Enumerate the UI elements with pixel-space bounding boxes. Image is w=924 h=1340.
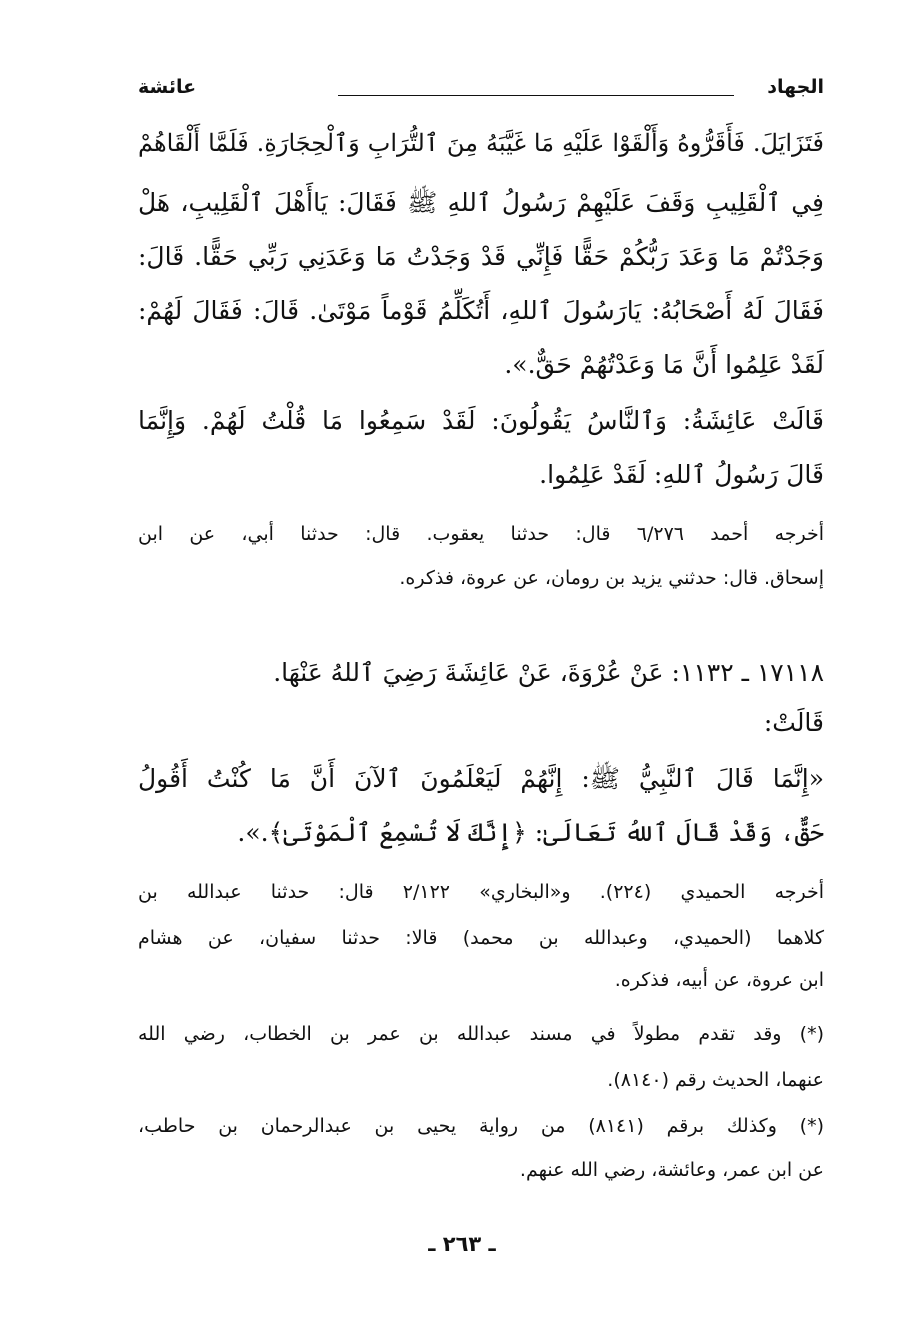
- hadith-line: وَجَدْتُمْ مَا وَعَدَ رَبُّكُمْ حَقًّا فَإِنِّي قَدْ وَجَدْتُ مَا وَعَدَنِي رَبِّي حَقًّا. قَالَ:: [138, 242, 824, 271]
- takhrij-line: كلاهما (الحميدي، وعبدالله بن محمد) قالا: حدثنا سفيان، عن هشام: [138, 927, 824, 949]
- note-line: عن ابن عمر، وعائشة، رضي الله عنهم.: [519, 1159, 824, 1181]
- hadith-line: قَالَتْ عَائِشَةُ: وَٱلنَّاسُ يَقُولُونَ: لَقَدْ سَمِعُوا مَا قُلْتُ لَهُمْ. وَإِنَّمَا: [138, 406, 824, 435]
- hadith-line: «إِنَّمَا قَالَ ٱلنَّبِيُّ ﷺ: إِنَّهُمْ لَيَعْلَمُونَ ٱلآنَ أَنَّ مَا كُنْتُ أَقُولُ: [138, 764, 824, 793]
- takhrij-line: أخرجه أحمد ٦/٢٧٦ قال: حدثنا يعقوب. قال: حدثنا أبي، عن ابن: [138, 523, 825, 545]
- hadith-line: لَقَدْ عَلِمُوا أَنَّ مَا وَعَدْتُهُمْ حَقٌّ.».: [504, 350, 824, 379]
- hadith-line: فَقَالَ لَهُ أَصْحَابُهُ: يَارَسُولَ ٱللهِ، أَتُكَلِّمُ قَوْماً مَوْتَىٰ. قَالَ: فَقَالَ لَهُمْ:: [138, 296, 824, 325]
- note-line: (*) وكذلك برقم (٨١٤١) من رواية يحيى بن عبدالرحمان بن حاطب،: [138, 1115, 824, 1137]
- header-narrator-title: عائشة: [138, 76, 197, 98]
- header-rule: [338, 95, 734, 96]
- page-number: ـ ٢٦٣ ـ: [428, 1232, 496, 1256]
- running-header: [138, 76, 824, 104]
- header-chapter-title: الجهاد: [767, 76, 824, 98]
- note-line: (*) وقد تقدم مطولاً في مسند عبدالله بن عمر بن الخطاب، رضي الله: [138, 1023, 824, 1045]
- hadith-line: حَقٌّ، وَقَدْ قَالَ ٱللهُ تَعَالَىٰ: ﴿إِنَّكَ لَا تُسْمِعُ ٱلْمَوْتَىٰ﴾.».: [237, 818, 824, 847]
- hadith-number-line: ١٧١١٨ ـ ١١٣٢: عَنْ عُرْوَةَ، عَنْ عَائِشَةَ رَضِيَ ٱللهُ عَنْهَا.: [273, 658, 824, 687]
- hadith-line: فَتَزَايَلَ. فَأَقَرُّوهُ وَأَلْقَوْا عَلَيْهِ مَا غَيَّبَهُ مِنَ ٱلتُّرَابِ وَٱلْحِجَارَةِ. فَلَمَّا أَلْقَاهُمْ: [138, 129, 824, 157]
- takhrij-line: إسحاق. قال: حدثني يزيد بن رومان، عن عروة، فذكره.: [399, 567, 824, 589]
- hadith-line: فِي ٱلْقَلِيبِ وَقَفَ عَلَيْهِمْ رَسُولُ ٱللهِ ﷺ فَقَالَ: يَاأَهْلَ ٱلْقَلِيبِ، هَلْ: [138, 188, 824, 217]
- takhrij-line: ابن عروة، عن أبيه، فذكره.: [614, 969, 824, 991]
- hadith-line: قَالَ رَسُولُ ٱللهِ: لَقَدْ عَلِمُوا.: [539, 460, 824, 489]
- takhrij-line: أخرجه الحميدي (٢٢٤). و«البخاري» ٢/١٢٢ قال: حدثنا عبدالله بن: [138, 881, 825, 903]
- note-line: عنهما، الحديث رقم (٨١٤٠).: [607, 1069, 824, 1091]
- hadith-line: قَالَتْ:: [763, 708, 824, 737]
